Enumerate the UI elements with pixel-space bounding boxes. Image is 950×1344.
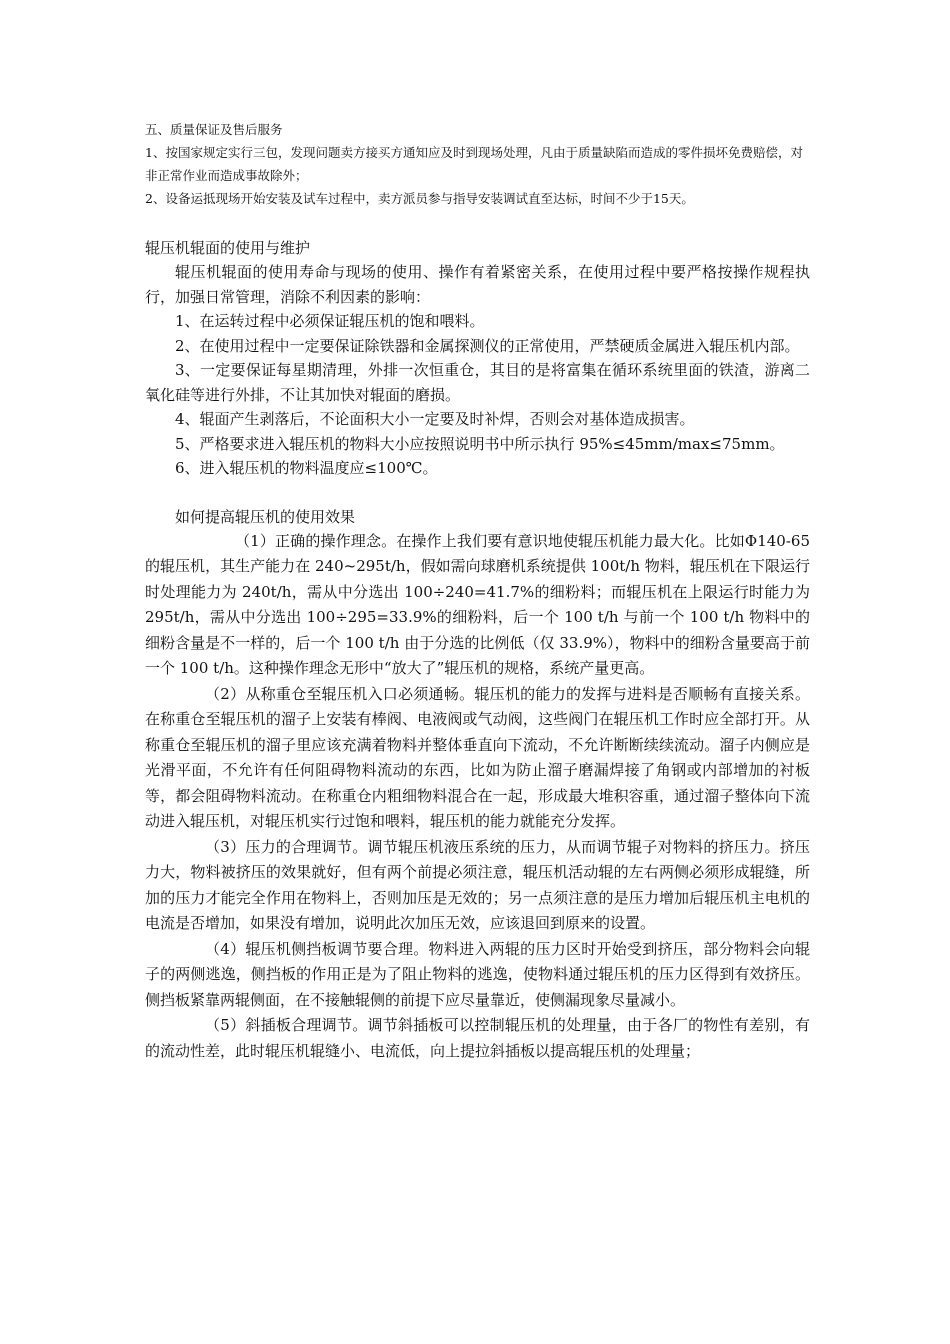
maintenance-heading: 辊压机辊面的使用与维护: [145, 239, 311, 257]
maintenance-section: [145, 260, 810, 481]
maintenance-item-1: 1、在运转过程中必须保证辊压机的饱和喂料。: [175, 312, 485, 330]
maintenance-item-5: 5、严格要求进入辊压机的物料大小应按照说明书中所示执行 95%≤45mm/max≤75mm。: [175, 434, 785, 453]
efficiency-section: [145, 529, 810, 1065]
efficiency-paragraph-5: （5）斜插板合理调节。调节斜插板可以控制辊压机的处理量，由于各厂的物性有差别，有的流动性差，此时辊压机辊缝小、电流低，向上提拉斜插板以提高辊压机的处理量；: [145, 1016, 810, 1060]
maintenance-item-3: 3、一定要保证每星期清理，外排一次恒重仓，其目的是将富集在循环系统里面的铁渣，游离二氧化硅等进行外排，不让其加快对辊面的磨损。: [145, 361, 810, 404]
warranty-item-2: 2、设备运抵现场开始安装及试车过程中，卖方派员参与指导安装调试直至达标，时间不少于15天。: [145, 191, 694, 206]
efficiency-paragraph-1: （1）正确的操作理念。在操作上我们要有意识地使辊压机能力最大化。比如Φ140-65 的辊压机，其生产能力在 240~295t/h，假如需向球磨机系统提供 100t/h 物料，辊压机在下限运行时处理能力为 240t/h，需从中分选出 100÷240=41.7%的细粉料；而辊压机在上限运行时能力为 295t/h，需从中分选出 100÷295=33.9%的细粉料，后一个 100 t/h 与前一个 100 t/h 物料中的细粉含量是不一样的，后一个 100 t/h 由于分选的比例低（仅 33.9%），物料中的细粉含量要高于前一个 100 t/h。这种操作理念无形中“放大了”辊压机的规格，系统产量更高。: [145, 531, 810, 677]
efficiency-paragraph-4: （4）辊压机侧挡板调节要合理。物料进入两辊的压力区时开始受到挤压，部分物料会向辊子的两侧逃逸，侧挡板的作用正是为了阻止物料的逃逸，使物料通过辊压机的压力区得到有效挤压。侧挡板紧靠两辊侧面，在不接触辊侧的前提下应尽量靠近，使侧漏现象尽量减小。: [145, 939, 810, 1009]
maintenance-item-6: 6、进入辊压机的物料温度应≤100℃。: [175, 459, 438, 477]
maintenance-intro: 辊压机辊面的使用寿命与现场的使用、操作有着紧密关系，在使用过程中要严格按操作规程执行，加强日常管理，消除不利因素的影响：: [145, 263, 810, 306]
maintenance-item-2: 2、在使用过程中一定要保证除铁器和金属探测仪的正常使用，严禁硬质金属进入辊压机内部。: [175, 336, 800, 355]
efficiency-paragraph-3: （3）压力的合理调节。调节辊压机液压系统的压力，从而调节辊子对物料的挤压力。挤压力大，物料被挤压的效果就好，但有两个前提必须注意，辊压机活动辊的左右两侧必须形成辊缝，所加的压力才能完全作用在物料上，否则加压是无效的；另一点须注意的是压力增加后辊压机主电机的电流是否增加，如果没有增加，说明此次加压无效，应该退回到原来的设置。: [145, 837, 810, 932]
warranty-item-1: 1、按国家规定实行三包，发现问题卖方接买方通知应及时到现场处理，凡由于质量缺陷而造成的零件损坏免费赔偿，对非正常作业而造成事故除外；: [145, 145, 803, 183]
efficiency-heading: 如何提高辊压机的使用效果: [175, 507, 356, 526]
efficiency-paragraph-2: （2）从称重仓至辊压机入口必须通畅。辊压机的能力的发挥与进料是否顺畅有直接关系。在称重仓至辊压机的溜子上安装有棒阀、电液阀或气动阀，这些阀门在辊压机工作时应全部打开。从称重仓至辊压机的溜子里应该充满着物料并整体垂直向下流动，不允许断断续续流动。溜子内侧应是光滑平面，不允许有任何阻碍物料流动的东西，比如为防止溜子磨漏焊接了角钢或内部增加的衬板等，都会阻碍物料流动。在称重仓内粗细物料混合在一起，形成最大堆积容重，通过溜子整体向下流动进入辊压机，对辊压机实行过饱和喂料，辊压机的能力就能充分发挥。: [145, 684, 810, 830]
warranty-heading: 五、质量保证及售后服务: [145, 122, 283, 137]
maintenance-item-4: 4、辊面产生剥落后，不论面积大小一定要及时补焊，否则会对基体造成损害。: [175, 410, 695, 428]
document-page: [145, 118, 810, 1064]
warranty-section: [145, 118, 810, 210]
